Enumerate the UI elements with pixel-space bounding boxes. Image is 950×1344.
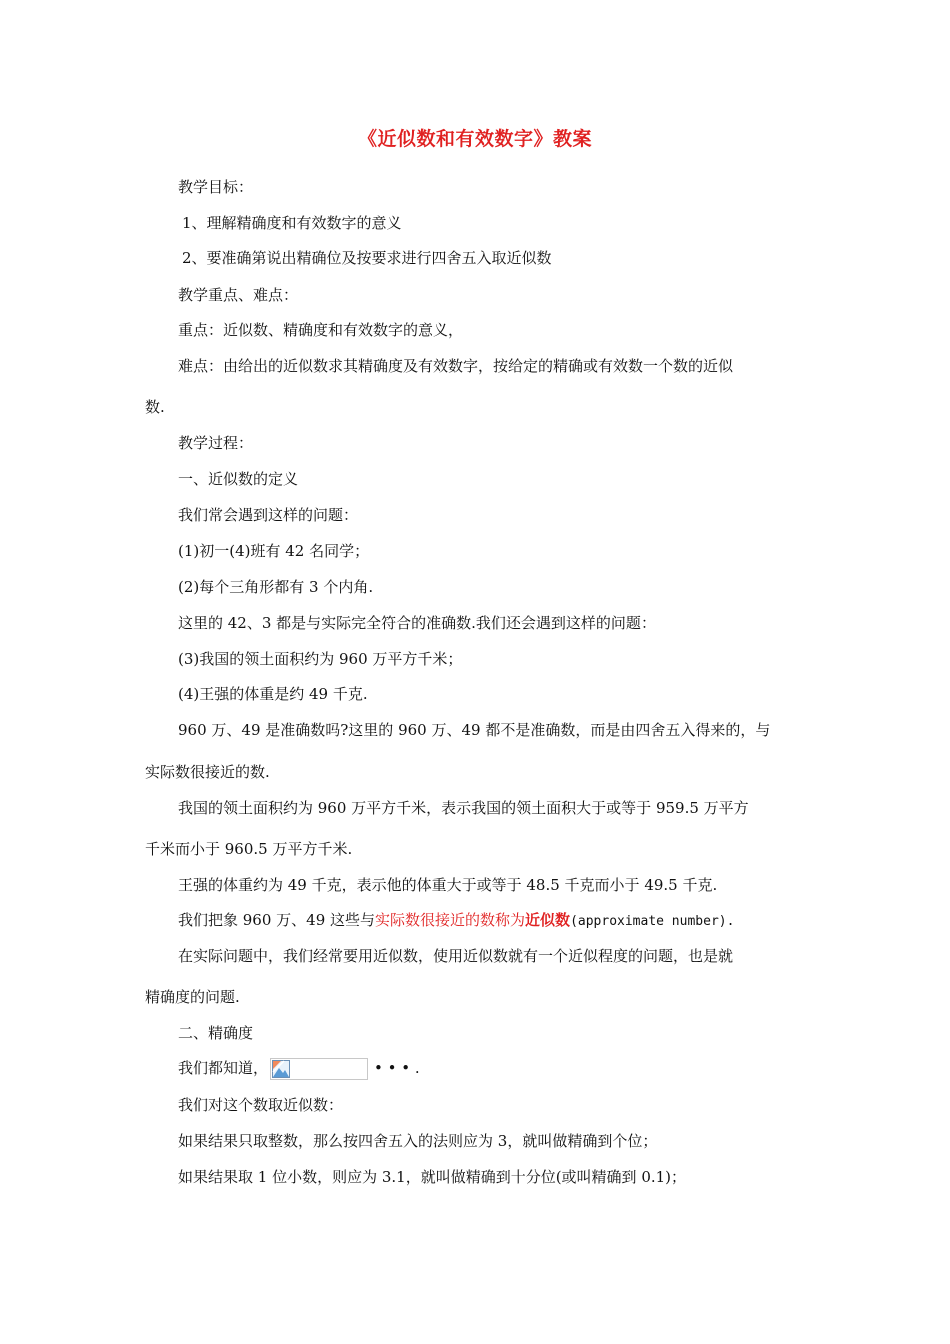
goal-item-1: 1、理解精确度和有效数字的意义 [182, 214, 402, 232]
pi-paragraph [178, 1058, 420, 1080]
goal-item-2: 2、要准确第说出精确位及按要求进行四舍五入取近似数 [182, 249, 552, 267]
definition-text-before: 我们把象 960 万、49 这些与 [178, 911, 376, 929]
paragraph: (4)王强的体重是约 49 千克. [178, 685, 368, 703]
key-point-text: 重点：近似数、精确度和有效数字的意义， [178, 321, 464, 339]
paragraph-line2: 精确度的问题. [145, 988, 240, 1006]
broken-image-icon [272, 1060, 290, 1078]
paragraph: 我们对这个数取近似数： [178, 1096, 344, 1114]
paragraph: (2)每个三角形都有 3 个内角. [178, 578, 374, 596]
paragraph: 如果结果取 1 位小数，则应为 3.1，就叫做精确到十分位(或叫精确到 0.1)； [178, 1168, 687, 1186]
process-heading: 教学过程： [178, 434, 254, 452]
definition-term: 近似数 [525, 911, 571, 929]
paragraph: (3)我国的领土面积约为 960 万平方千米； [178, 650, 463, 668]
paragraph-line2: 千米而小于 960.5 万平方千米. [145, 840, 353, 858]
paragraph-line1: 在实际问题中，我们经常要用近似数，使用近似数就有一个近似程度的问题，也是就 [178, 947, 734, 965]
document-title: 《近似数和有效数字》教案 [357, 128, 592, 150]
section2-heading: 二、精确度 [178, 1024, 254, 1042]
paragraph: 如果结果只取整数，那么按四舍五入的法则应为 3，就叫做精确到个位； [178, 1132, 658, 1150]
definition-paragraph [178, 910, 734, 932]
paragraph: 王强的体重约为 49 千克，表示他的体重大于或等于 48.5 千克而小于 49.5 千克. [178, 876, 718, 894]
pi-text-after: • • • . [374, 1059, 420, 1077]
section1-heading: 一、近似数的定义 [178, 470, 299, 488]
paragraph-line2: 实际数很接近的数. [145, 763, 270, 781]
paragraph: (1)初一(4)班有 42 名同学； [178, 542, 370, 560]
difficulty-text-line1: 难点：由给出的近似数求其精确度及有效数字，按给定的精确或有效数一个数的近似 [178, 357, 734, 375]
paragraph-line1: 960 万、49 是准确数吗?这里的 960 万、49 都不是准确数，而是由四舍五入得来的，与 [178, 721, 771, 739]
goals-heading: 教学目标： [178, 178, 254, 196]
broken-image-placeholder [270, 1058, 368, 1080]
key-points-heading: 教学重点、难点： [178, 286, 299, 304]
paragraph: 我们常会遇到这样的问题： [178, 506, 359, 524]
paragraph-line1: 我国的领土面积约为 960 万平方千米，表示我国的领土面积大于或等于 959.5 万平方 [178, 799, 749, 817]
difficulty-text-line2: 数. [145, 398, 165, 416]
paragraph: 这里的 42、3 都是与实际完全符合的准确数.我们还会遇到这样的问题： [178, 614, 656, 632]
definition-english-term: (approximate number). [570, 914, 735, 929]
pi-text-before: 我们都知道， [178, 1059, 269, 1077]
definition-highlight: 实际数很接近的数称为 [375, 911, 526, 929]
